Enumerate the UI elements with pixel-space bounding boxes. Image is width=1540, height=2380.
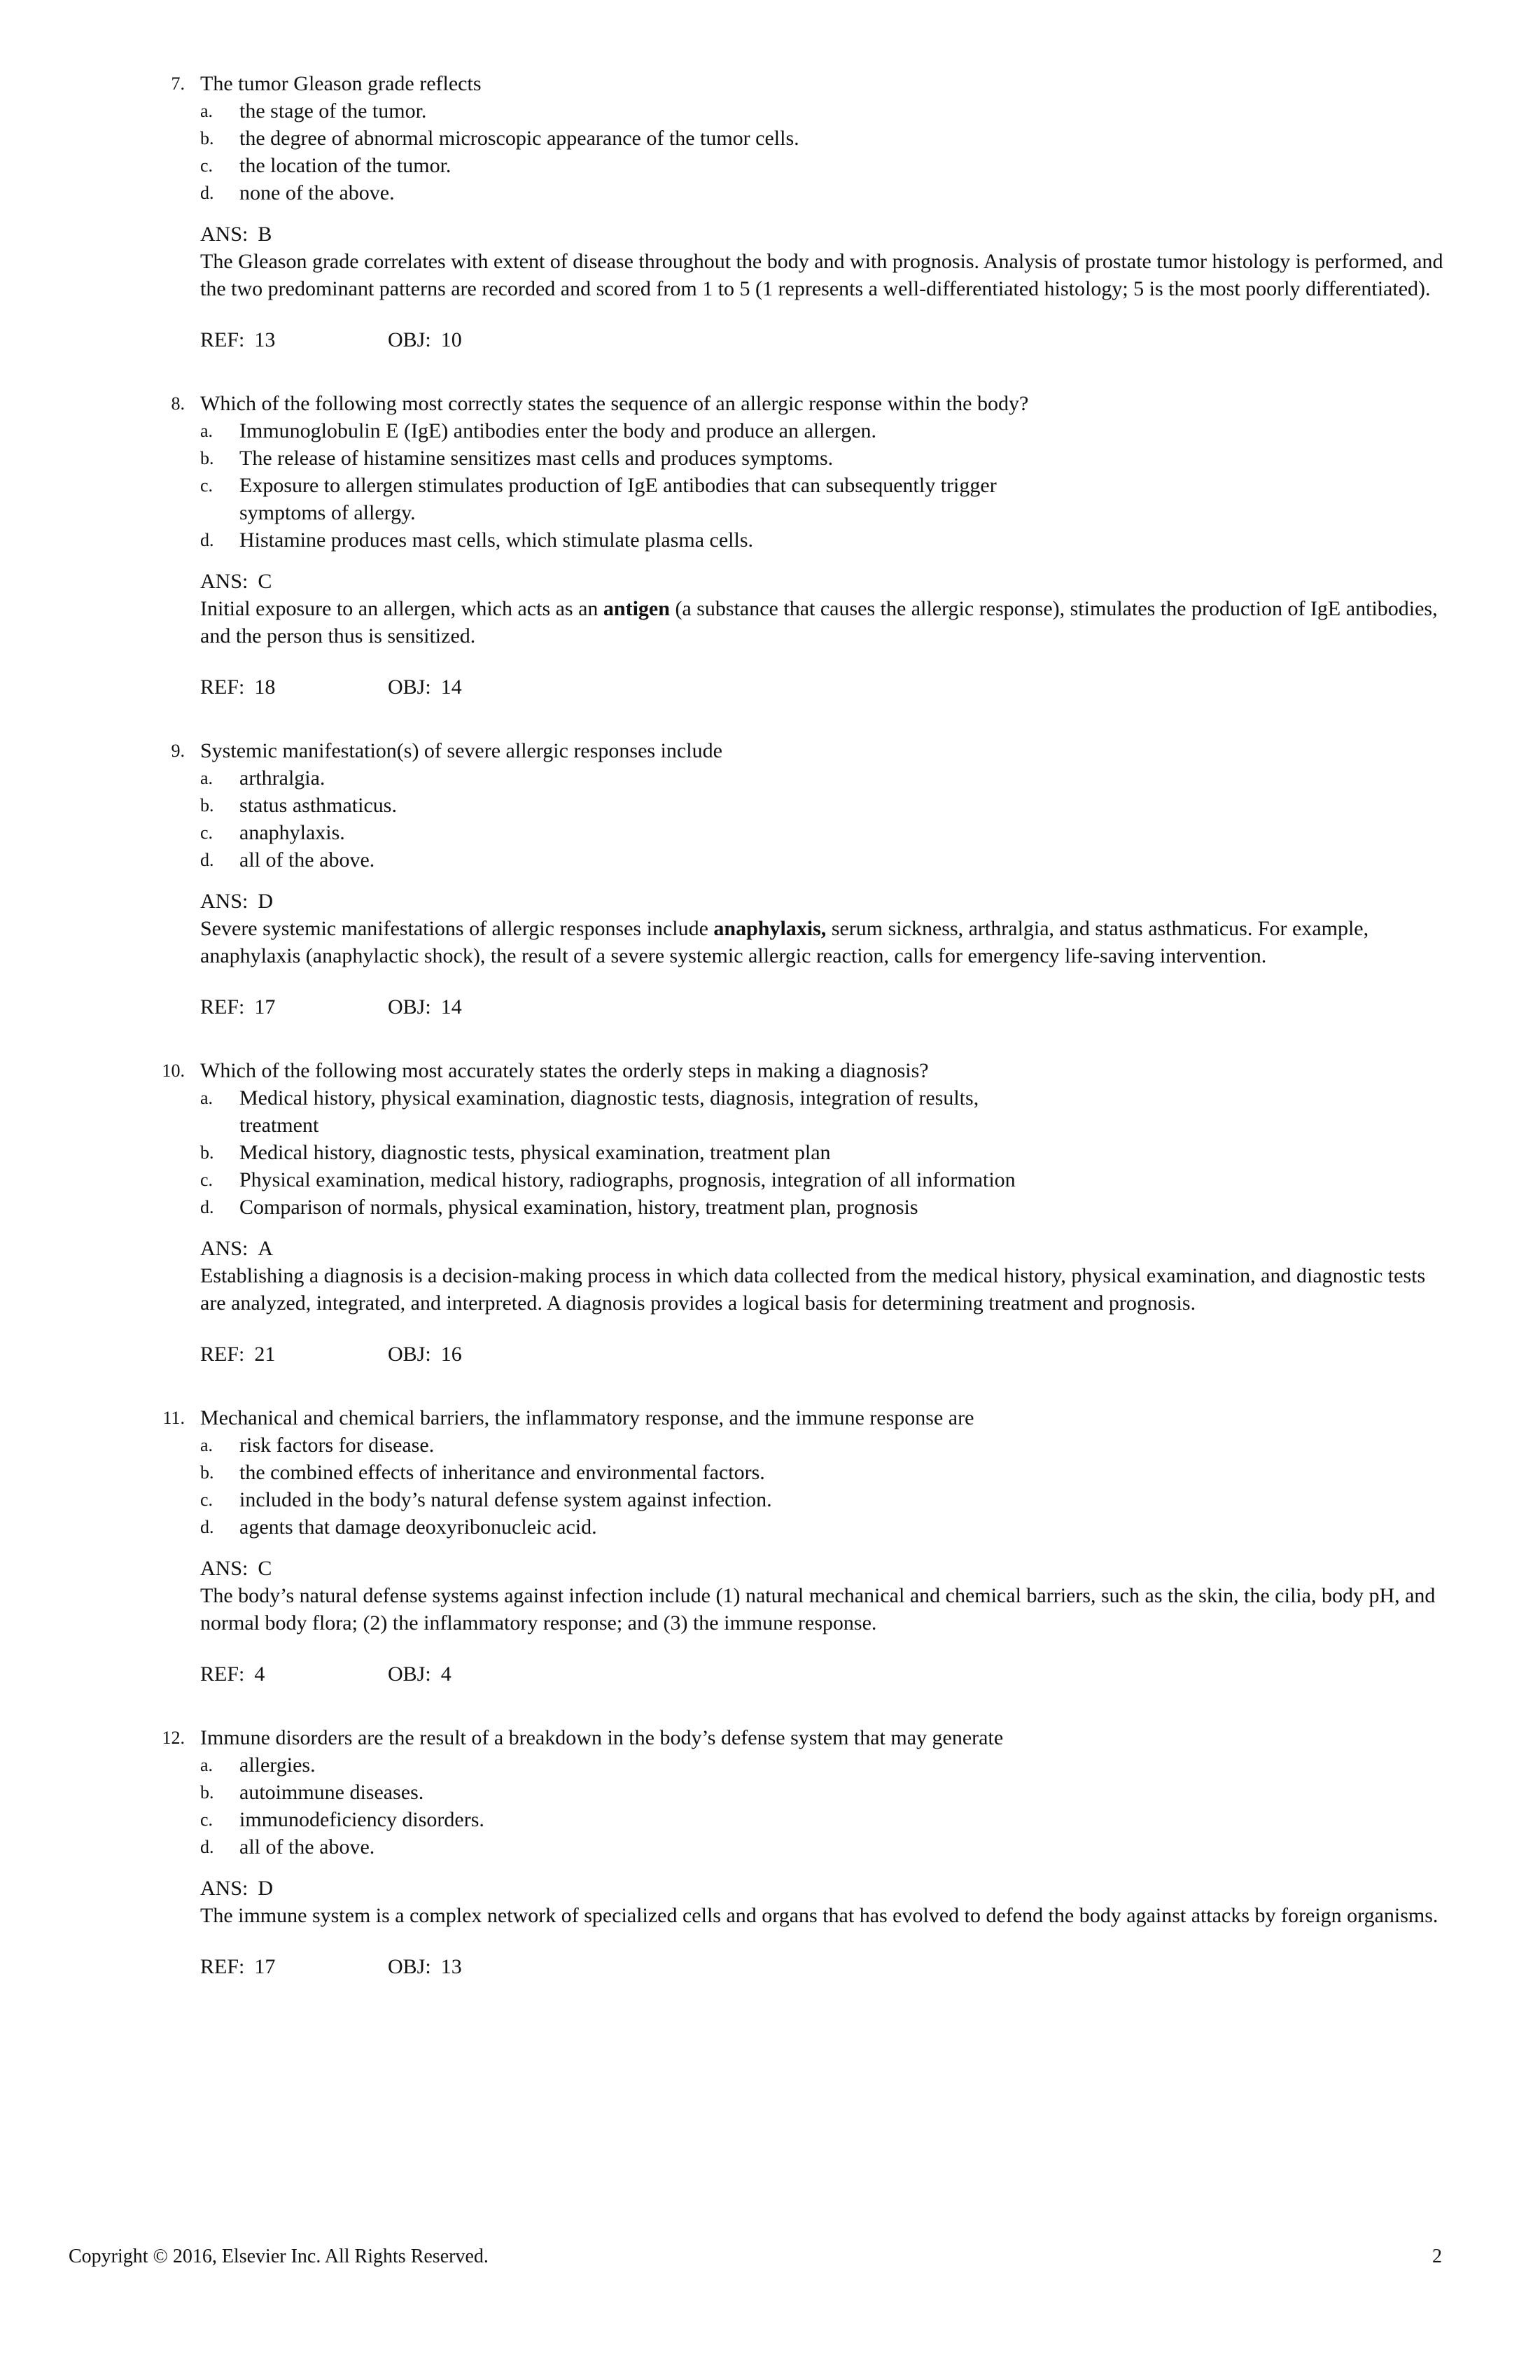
ref-field [200,1340,388,1368]
option-d [200,1194,1429,1221]
ref-field [200,993,388,1021]
answer-block [200,220,1443,302]
option-letter: a. [200,101,214,121]
option-text: anaphylaxis. [239,821,345,844]
ref-label: REF: [200,328,245,351]
option-letter: b. [200,128,214,148]
ref-field [200,673,388,701]
option-c [200,1486,1429,1513]
question-9 [155,737,1436,1021]
option-c [200,1806,1030,1833]
obj-label: OBJ: [388,328,431,351]
option-letter: b. [200,1462,214,1483]
rationale: Establishing a diagnosis is a decision-making process in which data collected from the medical history, physical examination, and diagnostic tests are analyzed, integrated, and interpreted. A diagnosis provides a logical basis for determining treatment and prognosis. [200,1264,1426,1315]
obj-label: OBJ: [388,676,431,699]
obj-value: 13 [440,1955,462,1978]
rationale-text: Initial exposure to an allergen, which acts as an [200,597,603,620]
option-a [200,764,1030,792]
option-text: status asthmaticus. [239,794,397,817]
ref-label: REF: [200,1662,245,1686]
option-text: Exposure to allergen stimulates production of IgE antibodies that can subsequently trigger symptoms of allergy. [239,474,997,524]
ref-value: 21 [254,1343,276,1366]
option-b [200,1139,1429,1166]
option-letter: a. [200,1435,214,1455]
option-d [200,526,1429,554]
option-text: Medical history, physical examination, diagnostic tests, diagnosis, integration of results, treatment [239,1086,979,1137]
question-text: The tumor Gleason grade reflects [200,72,482,95]
obj-field [388,1660,451,1688]
option-letter: c. [200,1809,214,1830]
ref-label: REF: [200,676,245,699]
reference-line [200,673,1436,701]
option-text: the location of the tumor. [239,154,451,177]
answer-value: C [258,1557,272,1580]
option-c [200,152,1030,179]
option-a [200,1751,1030,1779]
question-text: Which of the following most correctly states the sequence of an allergic response within the body? [200,392,1029,415]
option-text: the combined effects of inheritance and environmental factors. [239,1461,765,1484]
question-number: 11. [162,1408,185,1428]
obj-value: 14 [440,995,462,1018]
option-letter: d. [200,1517,214,1537]
option-text: Immunoglobulin E (IgE) antibodies enter the body and produce an allergen. [239,419,877,442]
option-letter: d. [200,1837,214,1857]
ref-label: REF: [200,995,245,1018]
answer-block [200,1555,1436,1637]
option-list [200,417,1436,554]
question-11 [155,1404,1436,1688]
answer-label: ANS: [200,570,248,593]
obj-field [388,993,462,1021]
ref-field [200,326,388,354]
reference-line [200,993,1436,1021]
question-12 [155,1724,1436,1980]
rationale-text: Severe systemic manifestations of allergic responses include [200,917,714,940]
option-list [200,1751,1436,1861]
answer-label: ANS: [200,1877,248,1900]
question-8 [155,390,1436,701]
answer-line [200,888,1436,915]
obj-value: 14 [440,676,462,699]
obj-value: 4 [440,1662,451,1686]
ref-field [200,1660,388,1688]
rationale: The body’s natural defense systems against infection include (1) natural mechanical and chemical barriers, such as the skin, the cilia, body pH, and normal body flora; (2) the inflammatory response; and (3) the immune response. [200,1584,1436,1634]
option-list [200,1432,1436,1541]
answer-value: B [258,223,272,246]
option-d [200,1513,1030,1541]
option-text: the degree of abnormal microscopic appearance of the tumor cells. [239,127,799,150]
rationale-bold-term: anaphylaxis, [713,917,827,940]
option-text: all of the above. [239,1835,375,1858]
option-letter: b. [200,448,214,468]
option-list [200,97,1436,206]
reference-line [200,326,1436,354]
reference-line [200,1953,1436,1980]
option-letter: b. [200,1782,214,1802]
option-a [200,97,1030,125]
answer-label: ANS: [200,223,248,246]
rationale-bold-term: antigen [603,597,670,620]
option-text: none of the above. [239,181,395,204]
option-letter: a. [200,768,214,788]
ref-field [200,1953,388,1980]
reference-line [200,1660,1436,1688]
option-b [200,125,1429,152]
question-7 [155,70,1443,354]
question-number: 7. [171,74,185,94]
answer-value: C [258,570,272,593]
option-text: the stage of the tumor. [239,99,427,122]
answer-line [200,1875,1436,1902]
rationale-text: (a substance that causes the allergic response), stimulates the production of IgE antibodies, and the person thus is sensitized. [200,597,1438,648]
option-text: allergies. [239,1754,316,1777]
question-list [155,70,1443,2017]
option-letter: a. [200,1755,214,1775]
obj-label: OBJ: [388,1662,431,1686]
answer-block [200,888,1436,969]
rationale-text: serum sickness, arthralgia, and status asthmaticus. For example, anaphylaxis (anaphylactic shock), the result of a severe systemic allergic reaction, calls for emergency life-saving intervention. [200,917,1369,967]
option-d [200,1833,1030,1861]
answer-value: D [258,1877,274,1900]
ref-value: 18 [254,676,276,699]
option-letter: b. [200,795,214,816]
option-d [200,179,1030,206]
answer-line [200,220,1436,248]
question-text: Mechanical and chemical barriers, the inflammatory response, and the immune response are [200,1406,974,1429]
obj-field [388,1340,462,1368]
option-text: arthralgia. [239,766,326,790]
question-text: Immune disorders are the result of a breakdown in the body’s defense system that may generate [200,1726,1004,1749]
option-d [200,846,1030,874]
answer-value: D [258,890,274,913]
option-list [200,764,1436,874]
option-text: risk factors for disease. [239,1434,435,1457]
page-number: 2 [1432,2246,1442,2267]
option-a [200,1084,1030,1139]
rationale [200,915,1446,969]
obj-value: 10 [440,328,462,351]
rationale: The Gleason grade correlates with extent of disease throughout the body and with prognosis. Analysis of prostate tumor histology is performed, and the two predominant patterns are recorded and scored from 1 to 5 (1 represents a well-differentiated histology; 5 is the most poorly differentiated). [200,250,1443,300]
answer-block [200,1875,1436,1929]
option-letter: c. [200,822,214,843]
answer-line [200,1555,1436,1582]
option-a [200,417,1429,444]
answer-label: ANS: [200,1557,248,1580]
answer-value: A [258,1237,274,1260]
ref-value: 4 [254,1662,265,1686]
option-letter: c. [200,155,214,176]
rationale: The immune system is a complex network of specialized cells and organs that has evolved to defend the body against attacks by foreign organisms. [200,1904,1438,1927]
question-number: 10. [162,1060,185,1081]
option-b [200,1459,1429,1486]
option-letter: c. [200,1170,214,1190]
option-letter: c. [200,1490,214,1510]
ref-value: 17 [254,1955,276,1978]
option-text: Histamine produces mast cells, which stimulate plasma cells. [239,528,753,552]
option-letter: b. [200,1142,214,1163]
option-text: Comparison of normals, physical examination, history, treatment plan, prognosis [239,1196,918,1219]
question-10 [155,1057,1436,1368]
option-text: agents that damage deoxyribonucleic acid. [239,1516,597,1539]
obj-field [388,673,462,701]
answer-line [200,568,1436,595]
option-letter: c. [200,475,214,496]
ref-value: 17 [254,995,276,1018]
answer-line [200,1235,1436,1262]
answer-label: ANS: [200,1237,248,1260]
option-list [200,1084,1436,1221]
copyright-notice: Copyright © 2016, Elsevier Inc. All Rights Reserved. [69,2246,489,2267]
option-text: Physical examination, medical history, radiographs, prognosis, integration of all information [239,1168,1016,1191]
option-text: all of the above. [239,848,375,872]
question-text: Which of the following most accurately states the orderly steps in making a diagnosis? [200,1059,929,1082]
answer-block [200,568,1436,650]
question-number: 8. [171,393,185,414]
option-letter: d. [200,850,214,870]
option-letter: a. [200,421,214,441]
option-letter: a. [200,1088,214,1108]
ref-label: REF: [200,1955,245,1978]
ref-label: REF: [200,1343,245,1366]
obj-label: OBJ: [388,1343,431,1366]
question-number: 9. [171,741,185,761]
rationale [200,595,1446,650]
option-text: included in the body’s natural defense system against infection. [239,1488,772,1511]
reference-line [200,1340,1436,1368]
option-b [200,1779,1030,1806]
question-number: 12. [162,1728,185,1748]
answer-block [200,1235,1436,1317]
option-text: Medical history, diagnostic tests, physical examination, treatment plan [239,1141,831,1164]
obj-label: OBJ: [388,995,431,1018]
option-letter: d. [200,183,214,203]
question-text: Systemic manifestation(s) of severe allergic responses include [200,739,722,762]
option-letter: d. [200,530,214,550]
obj-label: OBJ: [388,1955,431,1978]
option-c [200,472,1030,526]
option-text: immunodeficiency disorders. [239,1808,484,1831]
option-text: The release of histamine sensitizes mast cells and produces symptoms. [239,447,834,470]
option-text: autoimmune diseases. [239,1781,424,1804]
option-b [200,444,1429,472]
obj-field [388,326,462,354]
option-b [200,792,1030,819]
option-c [200,819,1030,846]
obj-value: 16 [440,1343,462,1366]
ref-value: 13 [254,328,276,351]
option-letter: d. [200,1197,214,1217]
obj-field [388,1953,462,1980]
option-c [200,1166,1030,1194]
option-a [200,1432,1030,1459]
answer-label: ANS: [200,890,248,913]
